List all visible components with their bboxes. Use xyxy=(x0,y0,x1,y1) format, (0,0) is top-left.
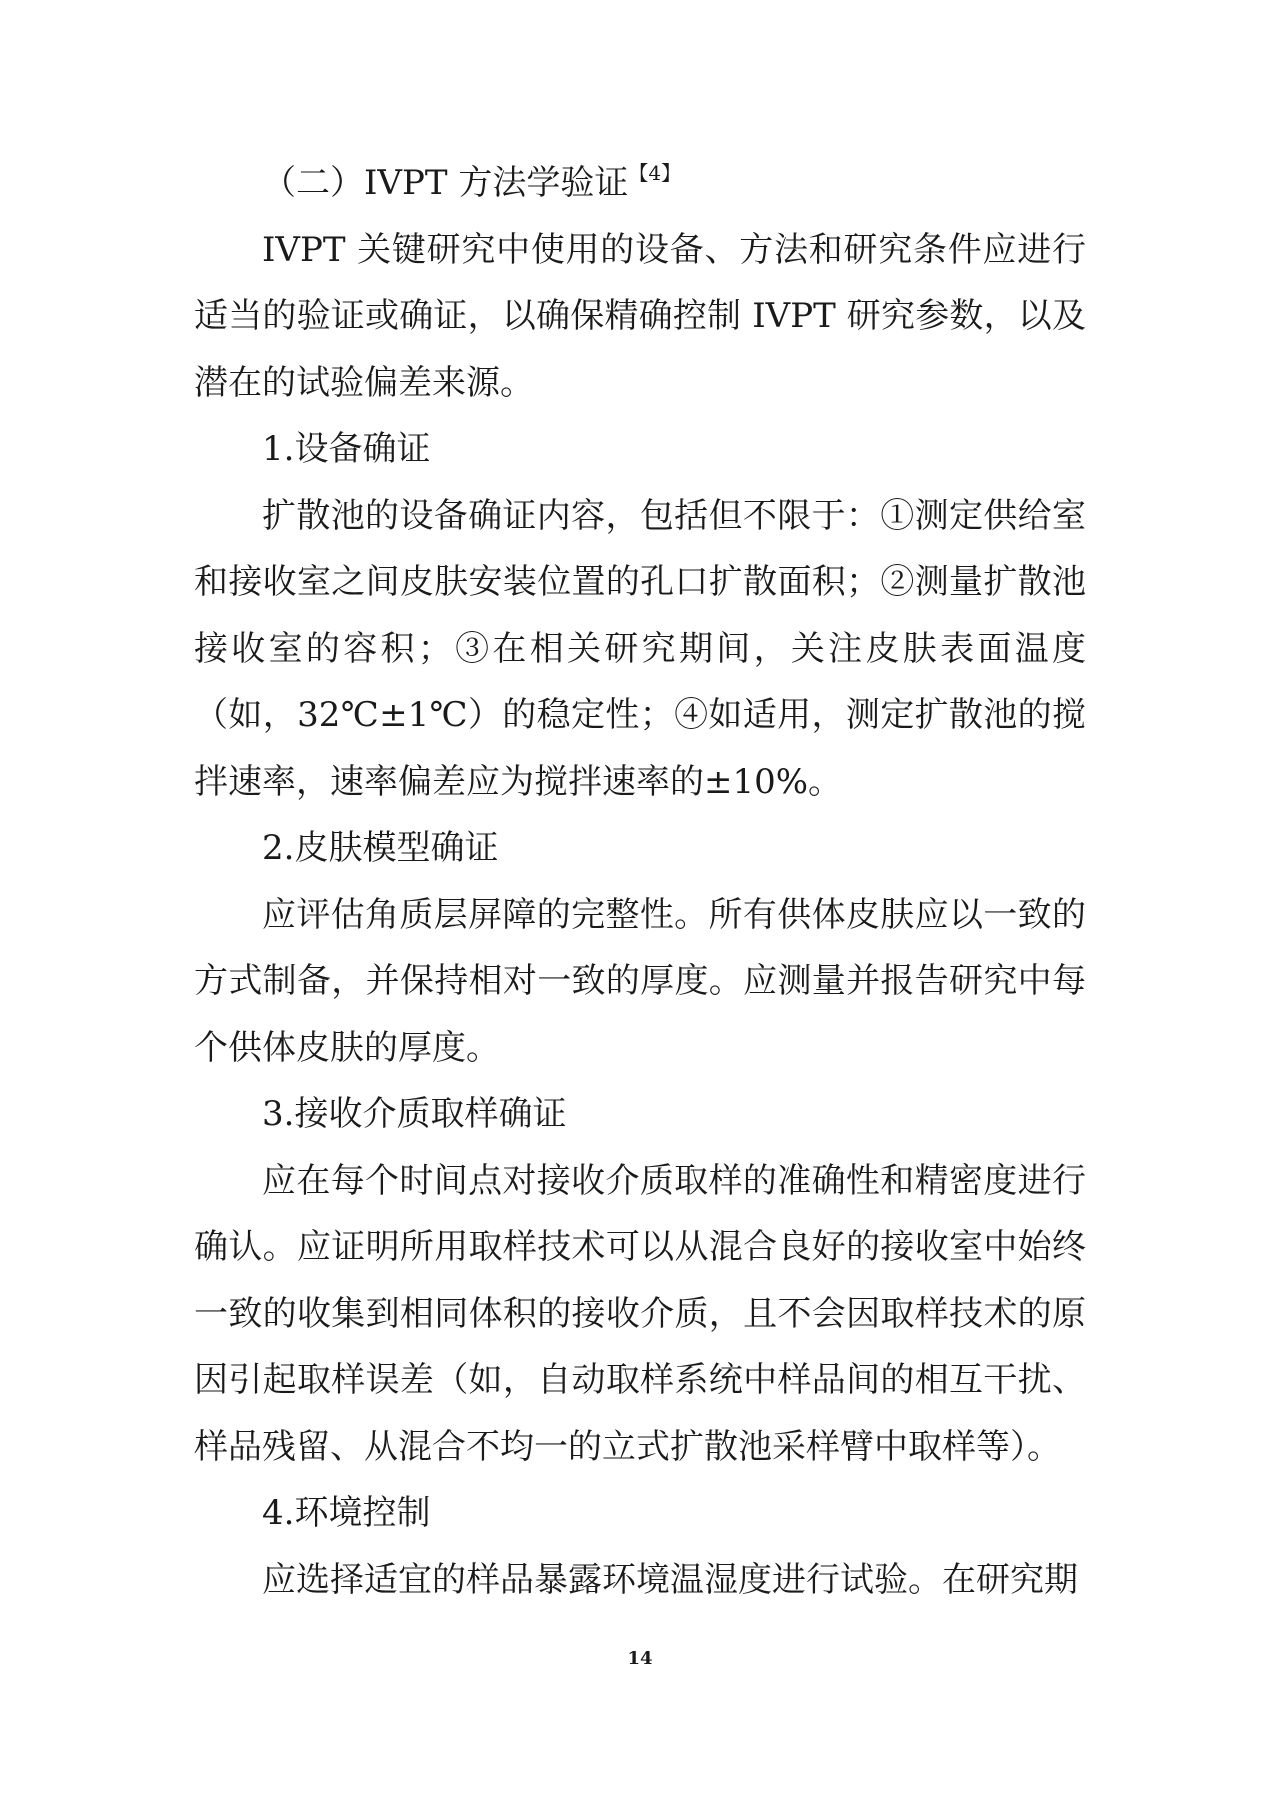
subheading-skin-model: 2.皮肤模型确证 xyxy=(262,828,499,868)
subheading-environment: 4.环境控制 xyxy=(262,1493,431,1533)
subheading-sampling: 3.接收介质取样确证 xyxy=(262,1094,567,1134)
paragraph-equipment: 扩散池的设备确证内容，包括但不限于：①测定供给室和接收室之间皮肤安装位置的孔口扩散面积；②测量扩散池接收室的容积；③在相关研究期间，关注皮肤表面温度（如，32℃±1℃）的稳定性；④如适用，测定扩散池的搅拌速率，速率偏差应为搅拌速率的±10%。 xyxy=(194,495,1086,802)
paragraph-sampling: 应在每个时间点对接收介质取样的准确性和精密度进行确认。应证明所用取样技术可以从混合良好的接收室中始终一致的收集到相同体积的接收介质，且不会因取样技术的原因引起取样误差（如，自动取样系统中样品间的相互干扰、样品残留、从混合不均一的立式扩散池采样臂中取样等）。 xyxy=(194,1160,1086,1467)
section-heading xyxy=(194,150,1086,217)
page-number: 14 xyxy=(627,1648,653,1669)
subheading-equipment: 1.设备确证 xyxy=(262,429,431,469)
reference-marker: 【4】 xyxy=(628,161,682,185)
page-body xyxy=(194,150,1086,1613)
paragraph-intro: IVPT 关键研究中使用的设备、方法和研究条件应进行适当的验证或确证，以确保精确控制 IVPT 研究参数，以及潜在的试验偏差来源。 xyxy=(194,229,1086,403)
section-heading-text: （二）IVPT 方法学验证 xyxy=(262,163,629,203)
paragraph-environment: 应选择适宜的样品暴露环境温湿度进行试验。在研究期 xyxy=(262,1559,1078,1600)
paragraph-skin-model: 应评估角质层屏障的完整性。所有供体皮肤应以一致的方式制备，并保持相对一致的厚度。应测量并报告研究中每个供体皮肤的厚度。 xyxy=(194,894,1086,1068)
